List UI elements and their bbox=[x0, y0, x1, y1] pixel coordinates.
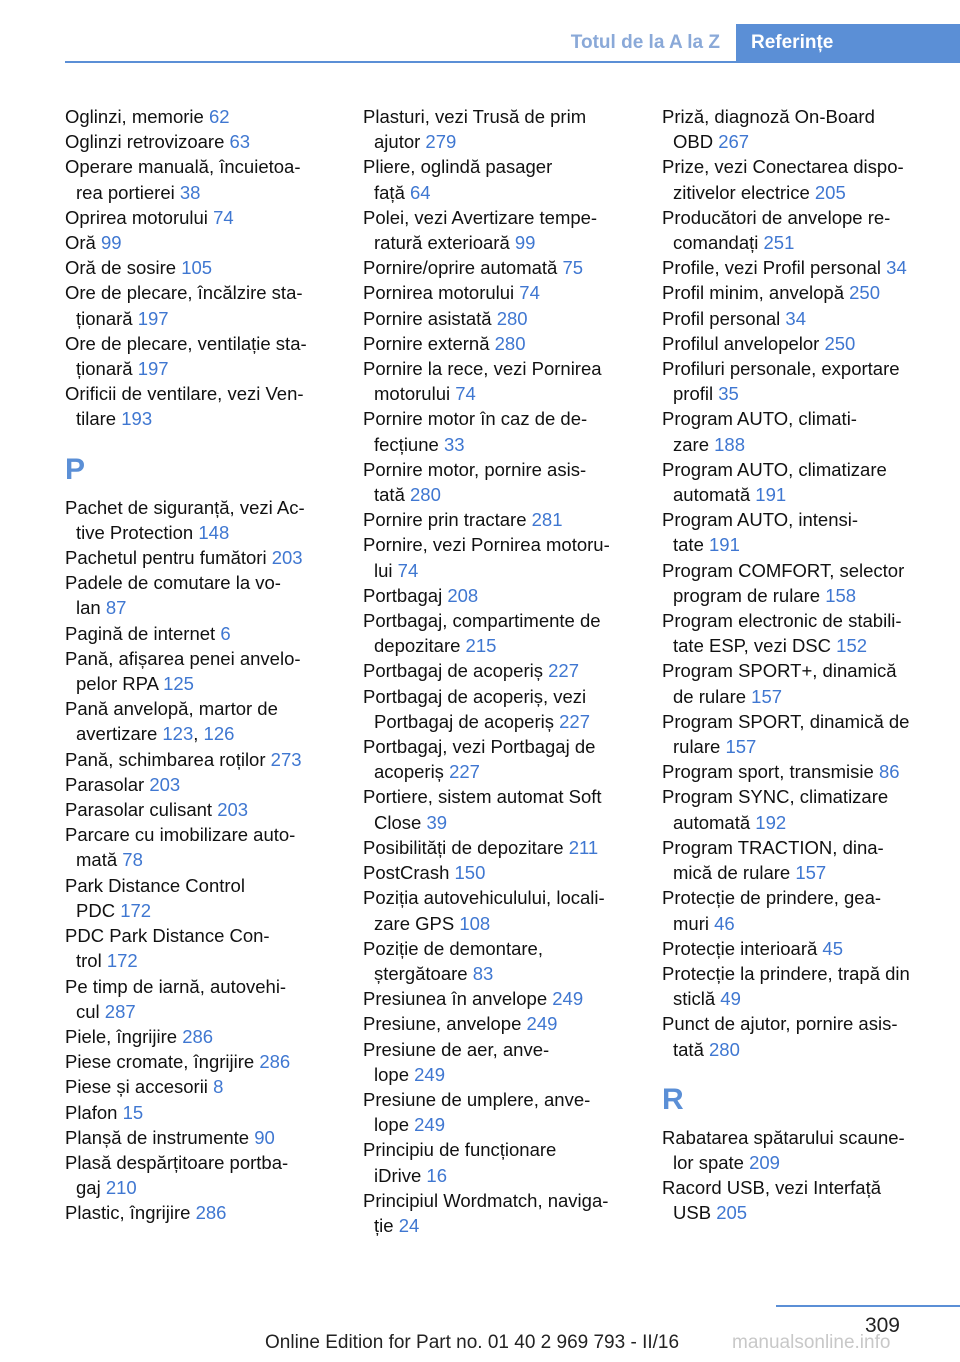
index-entry bbox=[65, 772, 355, 797]
index-entry-term: Orificii de ventilare, vezi Ven‐ tilare bbox=[65, 383, 304, 430]
index-entry-term: Piese cromate, îngrijire bbox=[65, 1051, 260, 1073]
page-link[interactable]: 249 bbox=[414, 1114, 445, 1136]
index-entry bbox=[363, 860, 653, 885]
index-entry-term: Piese și accesorii bbox=[65, 1076, 214, 1098]
page-link[interactable]: 150 bbox=[454, 862, 486, 884]
index-entry bbox=[65, 1024, 355, 1049]
index-entry bbox=[363, 306, 653, 331]
page-link[interactable]: 15 bbox=[122, 1101, 144, 1123]
index-entry bbox=[662, 255, 960, 280]
index-entry bbox=[662, 885, 960, 935]
index-entry-term: Padele de comutare la vo‐ lan bbox=[65, 572, 281, 619]
index-entry-term: Pe timp de iarnă, autovehi‐ cul bbox=[65, 975, 287, 1022]
index-entry bbox=[363, 1011, 653, 1036]
page-link[interactable]: 46 bbox=[714, 912, 735, 934]
index-entry bbox=[363, 784, 653, 834]
index-entry bbox=[363, 936, 653, 986]
index-entry bbox=[363, 205, 653, 255]
index-entry-term: Poziție de demontare, ștergătoare bbox=[363, 937, 543, 984]
index-entry bbox=[65, 255, 355, 280]
page-link[interactable]: 250 bbox=[824, 332, 856, 354]
index-entry bbox=[662, 1175, 960, 1225]
page-link[interactable]: 75 bbox=[562, 257, 584, 279]
index-entry bbox=[65, 873, 355, 923]
index-entry-term: Pliere, oglindă pasager față bbox=[363, 156, 553, 203]
index-entry bbox=[65, 822, 355, 872]
index-entry-term: Program AUTO, climati‐ zare bbox=[662, 408, 857, 455]
index-entry-term: Protecție de prindere, gea‐ muri bbox=[662, 887, 882, 934]
index-entry-term: Parcare cu imobilizare auto‐ mată bbox=[65, 824, 296, 871]
index-entry bbox=[363, 734, 653, 784]
page-link[interactable]: 157 bbox=[725, 736, 757, 758]
page-link[interactable]: 108 bbox=[459, 912, 491, 934]
page-link[interactable]: 249 bbox=[526, 1013, 558, 1035]
page-link[interactable]: 215 bbox=[465, 635, 497, 657]
index-entry-term: Program AUTO, intensi‐ tate bbox=[662, 509, 859, 556]
index-entry-term: Priză, diagnoză On-Board OBD bbox=[662, 106, 875, 153]
index-entry-term: Program sport, transmisie bbox=[662, 761, 879, 783]
index-entry-term: Pornire asistată bbox=[363, 307, 497, 329]
index-entry-term: Profiluri personale, exportare profil bbox=[662, 358, 900, 405]
index-entry bbox=[662, 331, 960, 356]
index-entry bbox=[65, 1074, 355, 1099]
page-link[interactable]: 74 bbox=[213, 206, 234, 228]
index-entry-term: Producători de anvelope re‐ comandați bbox=[662, 206, 891, 254]
index-entry-term: Presiune, anvelope bbox=[363, 1013, 527, 1035]
index-entry-term: Profil personal bbox=[662, 307, 786, 329]
index-entry-term: Parasolar bbox=[65, 773, 150, 795]
page-link[interactable]: 249 bbox=[414, 1063, 445, 1085]
page-link[interactable]: 281 bbox=[531, 509, 563, 531]
index-entry-term: Oglinzi retrovizoare bbox=[65, 131, 230, 153]
index-entry-term: PDC Park Distance Con‐ trol bbox=[65, 925, 270, 972]
page-link[interactable]: 210 bbox=[105, 1177, 137, 1199]
index-entry-term: Racord USB, vezi Interfață USB bbox=[662, 1177, 882, 1224]
index-entry-term: Poziția autovehiculului, locali‐ zare GPS bbox=[363, 887, 605, 934]
index-entry bbox=[363, 331, 653, 356]
page-link[interactable]: 64 bbox=[410, 181, 431, 203]
page-link[interactable]: 205 bbox=[814, 181, 846, 203]
index-entry bbox=[662, 961, 960, 1011]
index-entry-term: PostCrash bbox=[363, 862, 455, 884]
page-link[interactable]: 192 bbox=[755, 811, 787, 833]
index-entry bbox=[662, 658, 960, 708]
index-entry-term: Punct de ajutor, pornire asis‐ tată bbox=[662, 1013, 898, 1060]
page-link[interactable]: 87 bbox=[105, 597, 127, 619]
page-link[interactable]: 227 bbox=[559, 710, 590, 732]
page-link[interactable]: 49 bbox=[720, 988, 741, 1010]
page-link[interactable]: 197 bbox=[137, 358, 169, 380]
index-entry bbox=[65, 495, 355, 545]
page-link[interactable]: 6 bbox=[220, 622, 231, 644]
index-entry-term: Plasă despărțitoare portba‐ gaj bbox=[65, 1151, 289, 1199]
page-link[interactable]: 208 bbox=[447, 584, 479, 606]
index-entry-term: Parasolar culisant bbox=[65, 799, 218, 821]
index-entry-term: Portbagaj, compartimente de depozitare bbox=[363, 610, 601, 657]
index-entry-term: Pană anvelopă, martor de avertizare bbox=[65, 698, 278, 745]
page-link[interactable]: 286 bbox=[182, 1025, 214, 1047]
index-entry-term: Oglinzi, memorie bbox=[65, 106, 209, 127]
header-chapter-tab: Referințe bbox=[736, 24, 960, 62]
index-entry-term: Protecție la prindere, trapă din sticlă bbox=[662, 962, 910, 1010]
index-entry-term: Pornire, vezi Pornirea motoru‐ lui bbox=[363, 534, 610, 581]
index-entry bbox=[662, 608, 960, 658]
index-entry bbox=[363, 1137, 653, 1187]
edition-note: Online Edition for Part no. 01 40 2 969 793 - II/16 bbox=[265, 1332, 680, 1353]
index-entry bbox=[363, 658, 653, 683]
index-entry-term: Portbagaj, vezi Portbagaj de acoperiș bbox=[363, 736, 596, 783]
index-entry-term: Ore de plecare, încălzire sta‐ ționară bbox=[65, 282, 303, 329]
index-entry bbox=[65, 129, 355, 154]
index-entry bbox=[363, 154, 653, 204]
index-entry-term: Pachet de siguranță, vezi Ac‐ tive Protection bbox=[65, 496, 305, 543]
index-entry bbox=[662, 709, 960, 759]
index-entry-term: Portbagaj bbox=[363, 584, 448, 606]
page-link[interactable]: 105 bbox=[181, 257, 213, 279]
index-entry bbox=[662, 457, 960, 507]
page-link[interactable]: 203 bbox=[217, 799, 249, 821]
index-entry-term: Portbagaj de acoperiș, vezi Portbagaj de acoperiș bbox=[363, 685, 587, 732]
index-entry-term: Program COMFORT, selector program de rulare bbox=[662, 559, 905, 606]
page-link[interactable]: 197 bbox=[137, 307, 169, 329]
index-entry-term: Polei, vezi Avertizare tempe‐ ratură exterioară bbox=[363, 206, 598, 254]
index-entry bbox=[363, 835, 653, 860]
page-link[interactable]: 90 bbox=[254, 1126, 275, 1148]
index-entry bbox=[363, 104, 653, 154]
page-link[interactable]: 227 bbox=[449, 761, 480, 783]
index-entry-term: Profilul anvelopelor bbox=[662, 332, 825, 354]
index-entry-term: Presiune de aer, anve‐ lope bbox=[363, 1038, 550, 1085]
page-link[interactable]: 99 bbox=[514, 232, 536, 254]
index-entry-term: Pachetul pentru fumători bbox=[65, 547, 272, 569]
page-link[interactable]: 203 bbox=[271, 547, 303, 569]
index-entry-term: Program SPORT+, dinamică de rulare bbox=[662, 660, 897, 707]
page-link[interactable]: 287 bbox=[104, 1000, 136, 1022]
page-link[interactable]: 286 bbox=[259, 1051, 291, 1073]
index-entry-term: Plasturi, vezi Trusă de prim ajutor bbox=[363, 106, 587, 153]
index-entry bbox=[363, 986, 653, 1011]
page-link[interactable]: 157 bbox=[795, 862, 827, 884]
page-link[interactable]: 38 bbox=[179, 181, 201, 203]
page-link[interactable]: 34 bbox=[886, 257, 907, 279]
index-entry bbox=[65, 381, 355, 431]
index-entry-term: Protecție interioară bbox=[662, 937, 823, 959]
index-entry bbox=[662, 306, 960, 331]
index-letter-heading: P bbox=[65, 452, 86, 486]
index-entry-term: Plastic, îngrijire bbox=[65, 1202, 196, 1224]
index-entry bbox=[662, 205, 960, 255]
index-entry-term: Principiu de funcționare iDrive bbox=[363, 1139, 557, 1186]
index-entry-term: Pornire motor, pornire asis‐ tată bbox=[363, 458, 587, 506]
index-entry bbox=[363, 255, 653, 280]
index-column-1 bbox=[65, 104, 355, 1226]
index-entry-term: Park Distance Control PDC bbox=[65, 874, 245, 921]
index-entry bbox=[65, 797, 355, 822]
index-entry-term: Program SYNC, climatizare automată bbox=[662, 786, 889, 833]
index-entry-term: Presiunea în anvelope bbox=[363, 988, 553, 1010]
page-link[interactable]: 126 bbox=[203, 723, 235, 745]
index-entry-term: Prize, vezi Conectarea dispo‐ zitivelor electrice bbox=[662, 156, 904, 203]
page-link[interactable]: 99 bbox=[100, 232, 122, 254]
index-entry bbox=[65, 1125, 355, 1150]
page-link[interactable]: 125 bbox=[163, 673, 194, 695]
page-link[interactable]: 227 bbox=[548, 660, 579, 682]
index-entry bbox=[363, 885, 653, 935]
index-entry bbox=[65, 104, 355, 129]
index-entry-term: Program AUTO, climatizare automată bbox=[662, 458, 887, 506]
index-entry: Pană anvelopă, martor de avertizare 123, 126 bbox=[65, 698, 278, 745]
page-link[interactable]: 83 bbox=[472, 962, 494, 984]
page-link[interactable]: 267 bbox=[718, 131, 750, 153]
index-entry-term: Operare manuală, încuietoa‐ rea portierei bbox=[65, 156, 301, 203]
index-entry-term: Pornire la rece, vezi Pornirea motorului bbox=[363, 358, 602, 405]
page-link[interactable]: 39 bbox=[426, 811, 448, 833]
index-entry bbox=[363, 507, 653, 532]
index-entry-term: Oră bbox=[65, 232, 101, 254]
index-entry bbox=[662, 280, 960, 305]
page-link[interactable]: 8 bbox=[213, 1076, 224, 1098]
page-link[interactable]: 193 bbox=[121, 408, 153, 430]
index-entry-term: Portiere, sistem automat Soft Close bbox=[363, 786, 602, 833]
index-entry bbox=[662, 784, 960, 834]
index-entry bbox=[662, 1011, 960, 1061]
header-rule bbox=[65, 61, 960, 63]
page-link[interactable]: 273 bbox=[270, 748, 302, 770]
index-entry-term: Profile, vezi Profil personal bbox=[662, 257, 887, 279]
page-link[interactable]: 280 bbox=[410, 484, 441, 506]
page-link[interactable]: 78 bbox=[122, 849, 143, 871]
index-entry bbox=[662, 558, 960, 608]
page-link[interactable]: 45 bbox=[822, 937, 843, 959]
page-link[interactable]: 286 bbox=[195, 1202, 227, 1224]
index-entry bbox=[662, 936, 960, 961]
page-link[interactable]: 209 bbox=[749, 1151, 780, 1173]
page-link[interactable]: 158 bbox=[825, 584, 857, 606]
index-entry bbox=[662, 104, 960, 154]
index-entry-term: Pornire/oprire automată bbox=[363, 257, 563, 279]
index-entry-term: Posibilități de depozitare bbox=[363, 836, 569, 858]
index-entry-term: Program TRACTION, dina‐ mică de rulare bbox=[662, 836, 884, 884]
index-entry bbox=[363, 457, 653, 507]
index-entry-term: Oprirea motorului bbox=[65, 206, 214, 228]
index-entry bbox=[65, 1150, 355, 1200]
page-link[interactable]: 251 bbox=[763, 232, 795, 254]
index-entry bbox=[65, 974, 355, 1024]
watermark: manualsonline.info bbox=[732, 1332, 891, 1353]
index-entry bbox=[65, 570, 355, 620]
page-link[interactable]: 16 bbox=[426, 1164, 447, 1186]
index-entry bbox=[662, 759, 960, 784]
index-entry-term: Piele, îngrijire bbox=[65, 1025, 183, 1047]
index-column-2 bbox=[363, 104, 653, 1238]
page-link[interactable]: 280 bbox=[494, 332, 526, 354]
index-entry bbox=[65, 545, 355, 570]
index-entry bbox=[363, 280, 653, 305]
page-link[interactable]: 203 bbox=[149, 773, 181, 795]
index-entry-term: Plafon bbox=[65, 1101, 123, 1123]
index-entry-term: Planșă de instrumente bbox=[65, 1126, 255, 1148]
index-entry-term: Pornirea motorului bbox=[363, 282, 520, 304]
index-entry-term: Presiune de umplere, anve‐ lope bbox=[363, 1088, 591, 1136]
index-entry bbox=[662, 1125, 960, 1175]
header-section-title: Totul de la A la Z bbox=[570, 32, 720, 53]
page-number: 309 bbox=[864, 1314, 900, 1337]
index-entry bbox=[65, 205, 355, 230]
index-entry-term: Program electronic de stabili‐ tate ESP, vezi DSC bbox=[662, 610, 902, 657]
page-link[interactable]: 148 bbox=[198, 521, 230, 543]
page-link[interactable]: 74 bbox=[519, 282, 540, 304]
index-entry-term: Pornire prin tractare bbox=[363, 509, 532, 531]
page-link[interactable]: 152 bbox=[836, 635, 868, 657]
page-link[interactable]: 24 bbox=[398, 1214, 420, 1236]
page-link[interactable]: 35 bbox=[718, 383, 739, 405]
index-entry bbox=[65, 280, 355, 330]
index-entry bbox=[662, 356, 960, 406]
index-entry-term: Pornire motor în caz de de‐ fecțiune bbox=[363, 408, 588, 455]
index-entry-term: Oră de sosire bbox=[65, 257, 182, 279]
page-link[interactable]: 123 bbox=[162, 723, 194, 745]
index-entry-term: Pană, afișarea penei anvelo‐ pelor RPA bbox=[65, 647, 301, 695]
index-entry bbox=[363, 684, 653, 734]
index-entry bbox=[363, 406, 653, 456]
page-link[interactable]: 280 bbox=[496, 307, 528, 329]
index-entry bbox=[662, 406, 960, 456]
page-link[interactable]: 172 bbox=[106, 950, 138, 972]
page-link[interactable]: 34 bbox=[785, 307, 806, 329]
page-link[interactable]: 62 bbox=[208, 106, 230, 127]
page-link[interactable]: 188 bbox=[714, 433, 746, 455]
index-entry-term: Profil minim, anvelopă bbox=[662, 282, 850, 304]
index-entry-term: Ore de plecare, ventilație sta‐ ționară bbox=[65, 332, 307, 380]
page-link[interactable]: 249 bbox=[552, 988, 584, 1010]
index-entry bbox=[662, 507, 960, 557]
footer-rule bbox=[776, 1305, 960, 1307]
page-link[interactable]: 279 bbox=[425, 131, 457, 153]
page-link[interactable]: 172 bbox=[120, 899, 152, 921]
index-entry-term: Program SPORT, dinamică de rulare bbox=[662, 710, 910, 758]
page-link[interactable]: 74 bbox=[455, 383, 476, 405]
page-link[interactable]: 280 bbox=[709, 1038, 740, 1060]
index-entry bbox=[662, 835, 960, 885]
page-link[interactable]: 86 bbox=[878, 761, 900, 783]
page-link[interactable]: 33 bbox=[443, 433, 465, 455]
index-entry bbox=[65, 154, 355, 204]
index-entry-term: Pornire externă bbox=[363, 332, 495, 354]
page-link[interactable]: 74 bbox=[397, 559, 419, 581]
page-link[interactable]: 157 bbox=[751, 685, 783, 707]
index-entry bbox=[65, 1049, 355, 1074]
index-entry bbox=[363, 583, 653, 608]
index-letter-heading: R bbox=[662, 1082, 684, 1116]
index-entry-term: Portbagaj de acoperiș bbox=[363, 660, 549, 682]
index-entry bbox=[363, 1037, 653, 1087]
page-link[interactable]: 211 bbox=[568, 836, 599, 858]
page-link[interactable]: 250 bbox=[849, 282, 881, 304]
index-entry bbox=[363, 1188, 653, 1238]
index-entry bbox=[65, 1200, 355, 1225]
index-entry bbox=[65, 230, 355, 255]
page-link[interactable]: 63 bbox=[229, 131, 251, 153]
index-entry bbox=[363, 356, 653, 406]
index-entry-term: Principiul Wordmatch, naviga‐ ție bbox=[363, 1189, 609, 1236]
page-link[interactable]: 205 bbox=[716, 1202, 748, 1224]
index-entry bbox=[65, 331, 355, 381]
page-link[interactable]: 191 bbox=[755, 484, 787, 506]
index-entry bbox=[65, 621, 355, 646]
index-column-3 bbox=[662, 104, 960, 1226]
index-entry bbox=[363, 532, 653, 582]
index-entry bbox=[65, 923, 355, 973]
index-entry bbox=[65, 747, 355, 772]
index-entry bbox=[65, 646, 355, 696]
index-entry-term: Pagină de internet bbox=[65, 622, 221, 644]
page-link[interactable]: 191 bbox=[709, 534, 740, 556]
index-entry bbox=[363, 1087, 653, 1137]
index-entry-term: Rabatarea spătarului scaune‐ lor spate bbox=[662, 1126, 905, 1173]
index-entry bbox=[65, 1100, 355, 1125]
index-entry bbox=[363, 608, 653, 658]
index-entry bbox=[662, 154, 960, 204]
index-entry-term: Pană, schimbarea roților bbox=[65, 748, 271, 770]
